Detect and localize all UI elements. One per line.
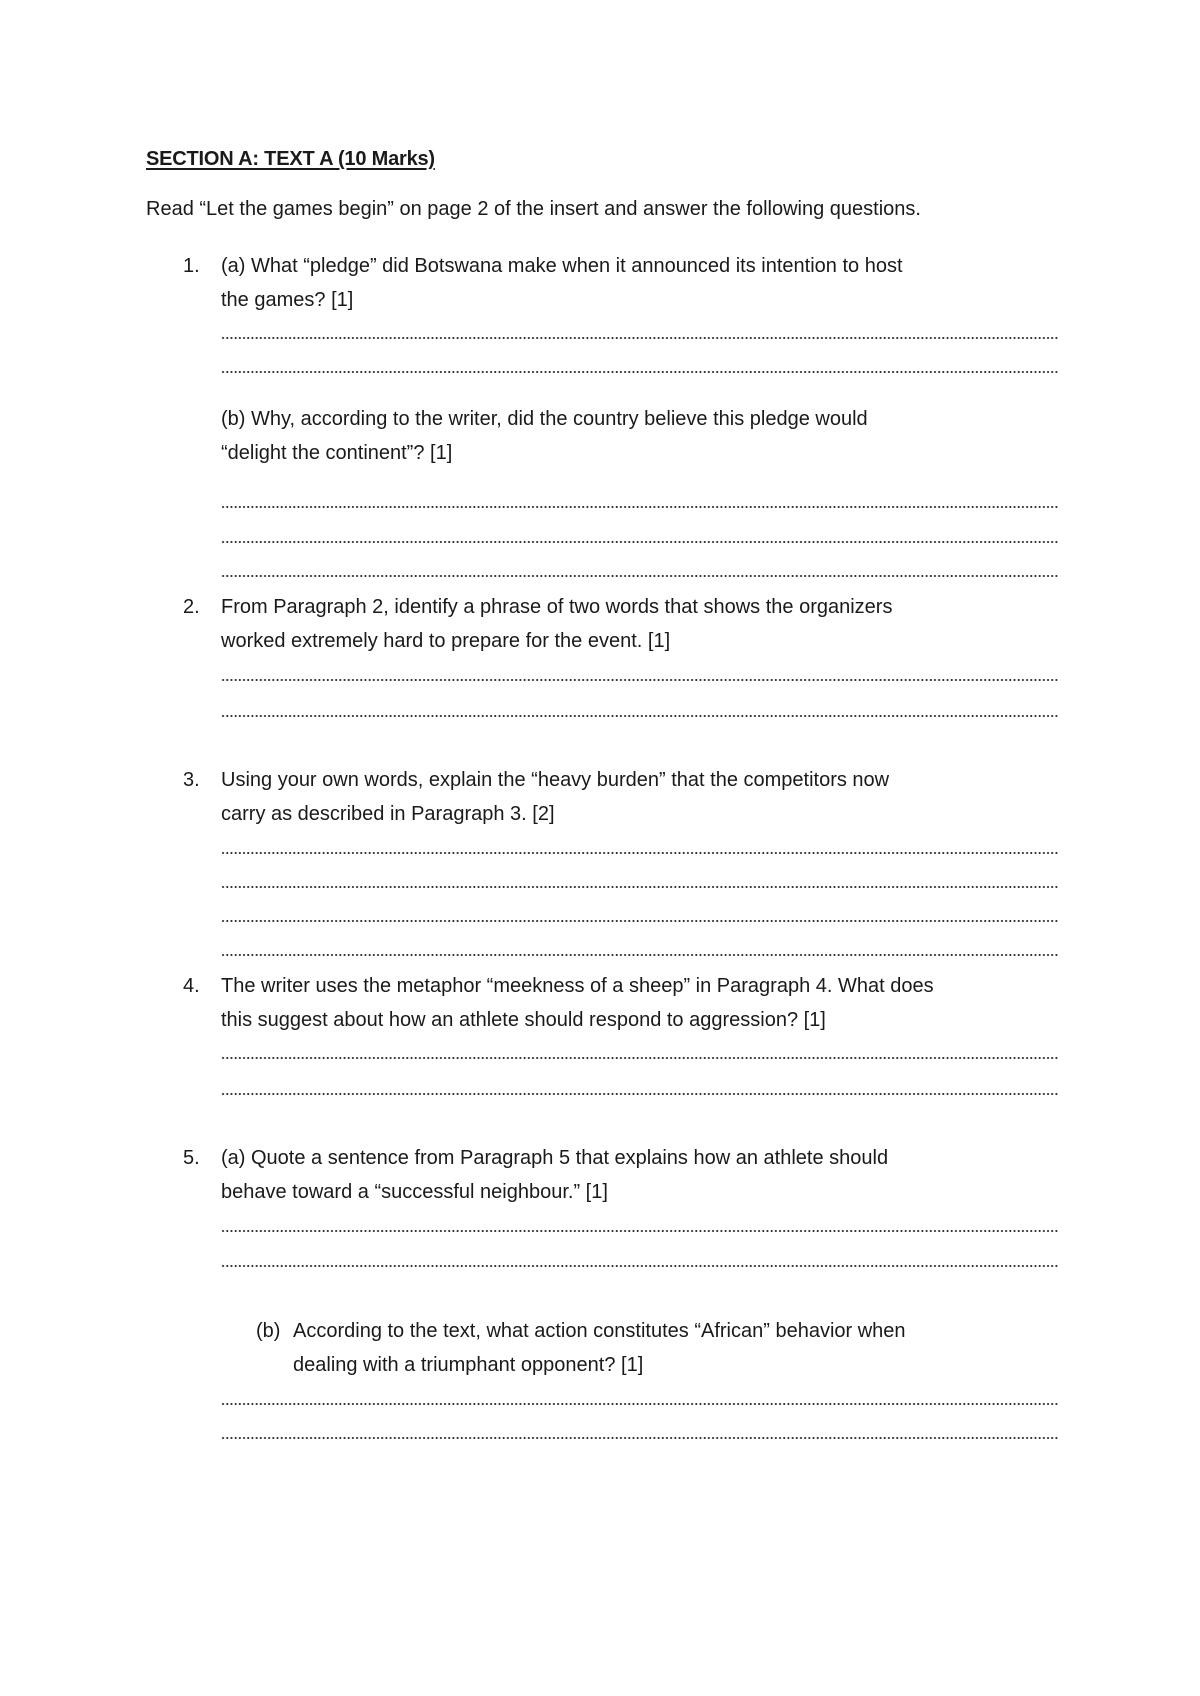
question-5a-line-1: (a) Quote a sentence from Paragraph 5 that explains how an athlete should <box>221 1147 889 1169</box>
question-3-line-2: carry as described in Paragraph 3. [2] <box>221 803 555 825</box>
answer-line[interactable] <box>221 336 1059 340</box>
answer-line[interactable] <box>221 1436 1059 1440</box>
question-1-number: 1. <box>183 255 200 277</box>
question-3-text <box>221 763 889 831</box>
question-3-line-1: Using your own words, explain the “heavy burden” that the competitors now <box>221 769 890 791</box>
answer-line[interactable] <box>221 714 1059 718</box>
answer-line[interactable] <box>221 953 1059 957</box>
question-5a-text <box>221 1141 888 1209</box>
answer-line[interactable] <box>221 370 1059 374</box>
question-4-text <box>221 969 934 1037</box>
answer-line[interactable] <box>221 919 1059 923</box>
question-1a-line-2: the games? [1] <box>221 289 354 311</box>
question-4-number: 4. <box>183 975 200 997</box>
question-5b-label: (b) <box>256 1320 281 1342</box>
question-3-number: 3. <box>183 769 200 791</box>
answer-line[interactable] <box>221 574 1059 578</box>
question-1b-line-2: “delight the continent”? [1] <box>221 442 453 464</box>
question-1a-text <box>221 249 903 317</box>
answer-line[interactable] <box>221 1229 1059 1233</box>
instructions: Read “Let the games begin” on page 2 of the insert and answer the following questions. <box>146 198 921 220</box>
question-5b-line-1: According to the text, what action constitutes “African” behavior when <box>293 1320 906 1342</box>
answer-line[interactable] <box>221 1264 1059 1268</box>
question-5-number: 5. <box>183 1147 200 1169</box>
question-4-line-1: The writer uses the metaphor “meekness of a sheep” in Paragraph 4. What does <box>221 975 934 997</box>
question-2-number: 2. <box>183 596 200 618</box>
answer-line[interactable] <box>221 1056 1059 1060</box>
answer-line[interactable] <box>221 540 1059 544</box>
answer-line[interactable] <box>221 678 1059 682</box>
question-5b-line-2: dealing with a triumphant opponent? [1] <box>293 1354 644 1376</box>
answer-line[interactable] <box>221 1092 1059 1096</box>
answer-line[interactable] <box>221 1402 1059 1406</box>
question-1a-line-1: (a) What “pledge” did Botswana make when it announced its intention to host <box>221 255 903 277</box>
question-1b-line-1: (b) Why, according to the writer, did the country believe this pledge would <box>221 408 868 430</box>
question-1b-text <box>221 402 868 470</box>
question-5a-line-2: behave toward a “successful neighbour.” [1] <box>221 1181 608 1203</box>
question-5b-text <box>293 1314 906 1382</box>
answer-line[interactable] <box>221 851 1059 855</box>
section-title: SECTION A: TEXT A (10 Marks) <box>146 148 435 170</box>
question-2-line-2: worked extremely hard to prepare for the event. [1] <box>221 630 671 652</box>
answer-line[interactable] <box>221 505 1059 509</box>
question-2-line-1: From Paragraph 2, identify a phrase of two words that shows the organizers <box>221 596 893 618</box>
answer-line[interactable] <box>221 885 1059 889</box>
question-4-line-2: this suggest about how an athlete should respond to aggression? [1] <box>221 1009 826 1031</box>
question-2-text <box>221 590 892 658</box>
